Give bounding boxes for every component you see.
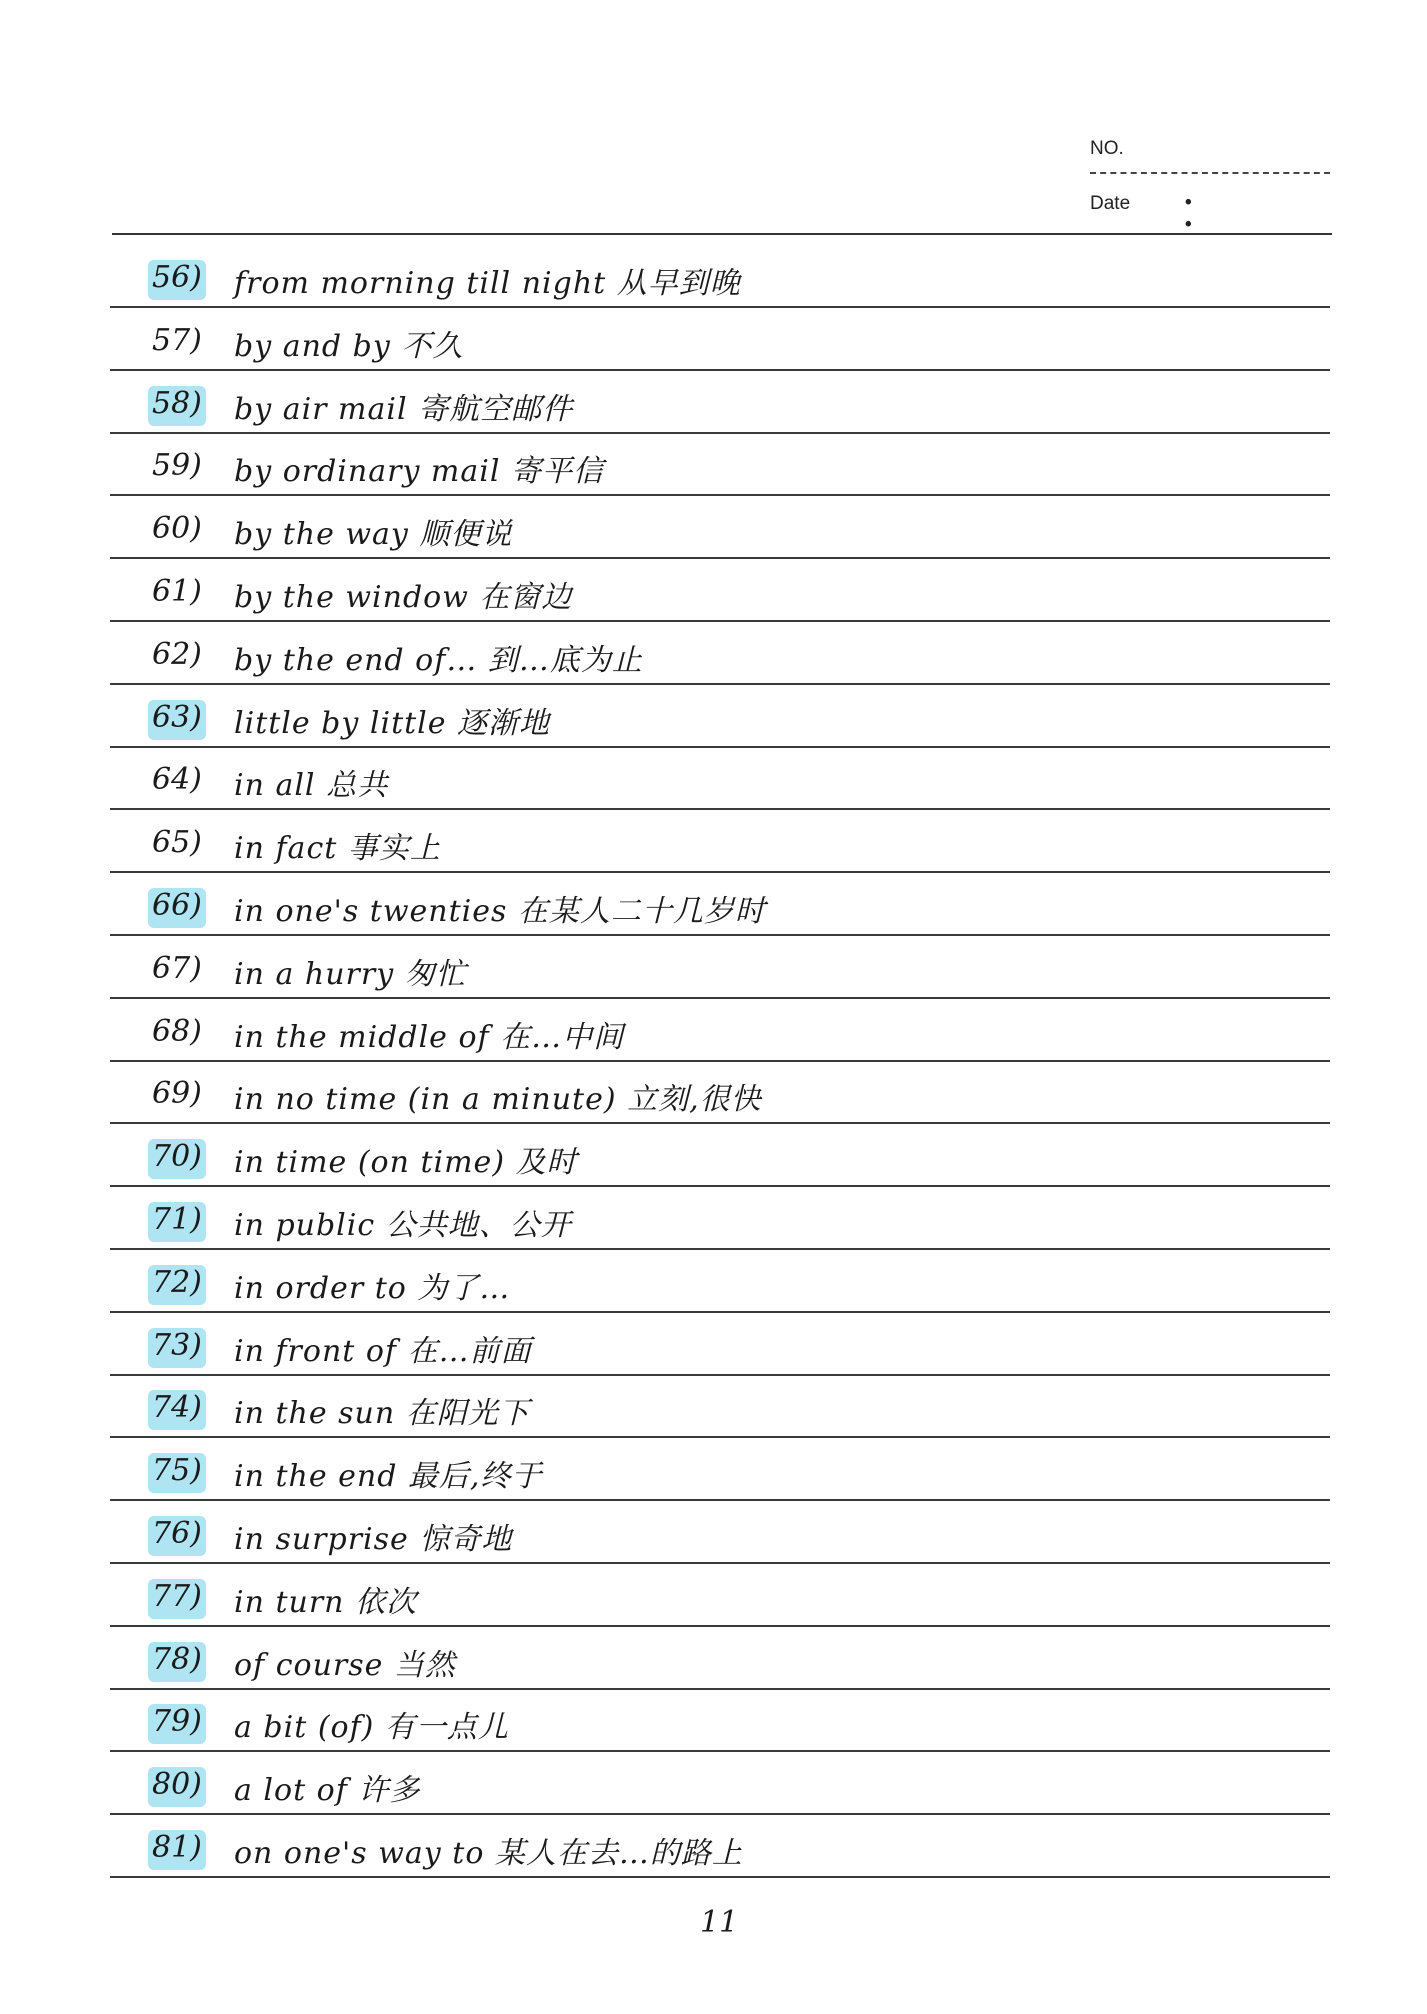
entry-number: 78) bbox=[148, 1642, 206, 1682]
entry-text: in fact 事实上 bbox=[234, 831, 441, 867]
entry-number: 67) bbox=[152, 950, 202, 986]
entry-text: little by little 逐渐地 bbox=[234, 705, 551, 741]
entry-text: in a hurry 匆忙 bbox=[234, 956, 467, 992]
entry-number: 60) bbox=[152, 511, 202, 547]
ruled-line bbox=[110, 1813, 1330, 1815]
phrase-entry bbox=[148, 1702, 1328, 1764]
ruled-line bbox=[110, 557, 1330, 559]
entry-text: a lot of 许多 bbox=[234, 1773, 421, 1809]
phrase-entry bbox=[148, 1828, 1328, 1890]
top-rule-line bbox=[112, 233, 1332, 235]
entry-text: in front of 在…前面 bbox=[234, 1333, 532, 1369]
ruled-line bbox=[110, 871, 1330, 873]
entry-number: 56) bbox=[148, 260, 206, 300]
entry-text: in order to 为了… bbox=[234, 1270, 511, 1306]
entry-text: in the middle of 在…中间 bbox=[234, 1019, 625, 1055]
entry-number: 77) bbox=[148, 1579, 206, 1619]
entry-text: by the way 顺便说 bbox=[234, 517, 513, 553]
entry-number: 76) bbox=[148, 1516, 206, 1556]
phrase-entry bbox=[148, 1263, 1328, 1325]
entry-number: 71) bbox=[148, 1202, 206, 1242]
entry-text: in the end 最后,终于 bbox=[234, 1459, 543, 1495]
phrase-entry bbox=[148, 1514, 1328, 1576]
entry-text: by and by 不久 bbox=[234, 328, 464, 364]
ruled-line bbox=[110, 997, 1330, 999]
date-separators: • • bbox=[1185, 192, 1236, 235]
phrase-entry bbox=[148, 509, 1328, 571]
phrase-entry bbox=[148, 572, 1328, 634]
phrase-entry bbox=[148, 886, 1328, 948]
phrase-entry bbox=[148, 1577, 1328, 1639]
ruled-line bbox=[110, 1060, 1330, 1062]
ruled-line bbox=[110, 1311, 1330, 1313]
ruled-line bbox=[110, 432, 1330, 434]
phrase-entry bbox=[148, 321, 1328, 383]
entry-text: in time (on time) 及时 bbox=[234, 1145, 578, 1181]
entry-text: in turn 依次 bbox=[234, 1584, 418, 1620]
ruled-line bbox=[110, 306, 1330, 308]
entry-text: on one's way to 某人在去…的路上 bbox=[234, 1836, 743, 1871]
ruled-line bbox=[110, 369, 1330, 371]
ruled-line bbox=[110, 1562, 1330, 1564]
entry-number: 57) bbox=[152, 322, 202, 358]
ruled-line bbox=[110, 746, 1330, 748]
ruled-line bbox=[110, 620, 1330, 622]
ruled-line bbox=[110, 1688, 1330, 1690]
ruled-line bbox=[110, 683, 1330, 685]
phrase-entry bbox=[148, 446, 1328, 508]
ruled-line bbox=[110, 1436, 1330, 1438]
entry-text: in the sun 在阳光下 bbox=[234, 1396, 530, 1432]
entry-text: by the end of… 到…底为止 bbox=[234, 642, 643, 678]
entry-text: in no time (in a minute) 立刻,很快 bbox=[234, 1082, 762, 1118]
entry-number: 73) bbox=[148, 1328, 206, 1368]
phrase-entry bbox=[148, 760, 1328, 822]
entry-number: 63) bbox=[148, 700, 206, 740]
ruled-line bbox=[110, 1750, 1330, 1752]
ruled-line bbox=[110, 808, 1330, 810]
phrase-entry bbox=[148, 1137, 1328, 1199]
ruled-line bbox=[110, 1248, 1330, 1250]
phrase-entry bbox=[148, 698, 1328, 760]
entry-number: 81) bbox=[148, 1830, 206, 1870]
ruled-line bbox=[110, 934, 1330, 936]
ruled-line bbox=[110, 1876, 1330, 1878]
entry-number: 66) bbox=[148, 888, 206, 928]
entry-number: 62) bbox=[152, 636, 202, 672]
number-dashed-line bbox=[1090, 172, 1330, 174]
entry-text: in one's twenties 在某人二十几岁时 bbox=[234, 894, 766, 929]
entry-number: 65) bbox=[152, 825, 202, 861]
phrase-entry bbox=[148, 1451, 1328, 1513]
phrase-entry bbox=[148, 1765, 1328, 1827]
ruled-line bbox=[110, 1122, 1330, 1124]
phrase-entry bbox=[148, 1074, 1328, 1136]
ruled-line bbox=[110, 1185, 1330, 1187]
entry-number: 75) bbox=[148, 1453, 206, 1493]
phrase-entry bbox=[148, 949, 1328, 1011]
ruled-line bbox=[110, 1499, 1330, 1501]
phrase-entry bbox=[148, 1200, 1328, 1262]
entry-number: 61) bbox=[152, 574, 202, 609]
phrase-entry bbox=[148, 1012, 1328, 1074]
entry-text: by air mail 寄航空邮件 bbox=[234, 391, 574, 427]
entry-number: 59) bbox=[152, 448, 202, 484]
entry-text: in surprise 惊奇地 bbox=[234, 1522, 513, 1557]
ruled-line bbox=[110, 494, 1330, 496]
number-label: NO. bbox=[1090, 138, 1124, 159]
phrase-entry bbox=[148, 1326, 1328, 1388]
entry-number: 79) bbox=[148, 1704, 206, 1744]
phrase-entry bbox=[148, 1388, 1328, 1450]
entry-text: from morning till night 从早到晚 bbox=[234, 266, 741, 301]
phrase-entry bbox=[148, 258, 1328, 320]
entry-text: in public 公共地、公开 bbox=[234, 1208, 572, 1243]
entry-text: of course 当然 bbox=[234, 1647, 456, 1683]
entry-number: 68) bbox=[152, 1013, 202, 1049]
phrase-entry bbox=[148, 1640, 1328, 1702]
entry-number: 72) bbox=[148, 1265, 206, 1305]
entry-number: 74) bbox=[148, 1390, 206, 1430]
entry-number: 64) bbox=[152, 762, 202, 798]
entry-text: in all 总共 bbox=[234, 768, 389, 804]
page-number: 11 bbox=[700, 1905, 739, 1940]
phrase-entry bbox=[148, 635, 1328, 697]
phrase-entry bbox=[148, 823, 1328, 885]
entry-text: a bit (of) 有一点儿 bbox=[234, 1710, 509, 1746]
entry-number: 69) bbox=[152, 1076, 202, 1112]
phrase-entry bbox=[148, 384, 1328, 446]
entry-number: 70) bbox=[148, 1139, 206, 1179]
entry-text: by the window 在窗边 bbox=[234, 580, 573, 615]
entry-text: by ordinary mail 寄平信 bbox=[234, 454, 604, 490]
date-label: Date bbox=[1090, 193, 1131, 214]
ruled-line bbox=[110, 1374, 1330, 1376]
entry-number: 80) bbox=[148, 1767, 206, 1807]
entry-number: 58) bbox=[148, 386, 206, 426]
ruled-line bbox=[110, 1625, 1330, 1627]
